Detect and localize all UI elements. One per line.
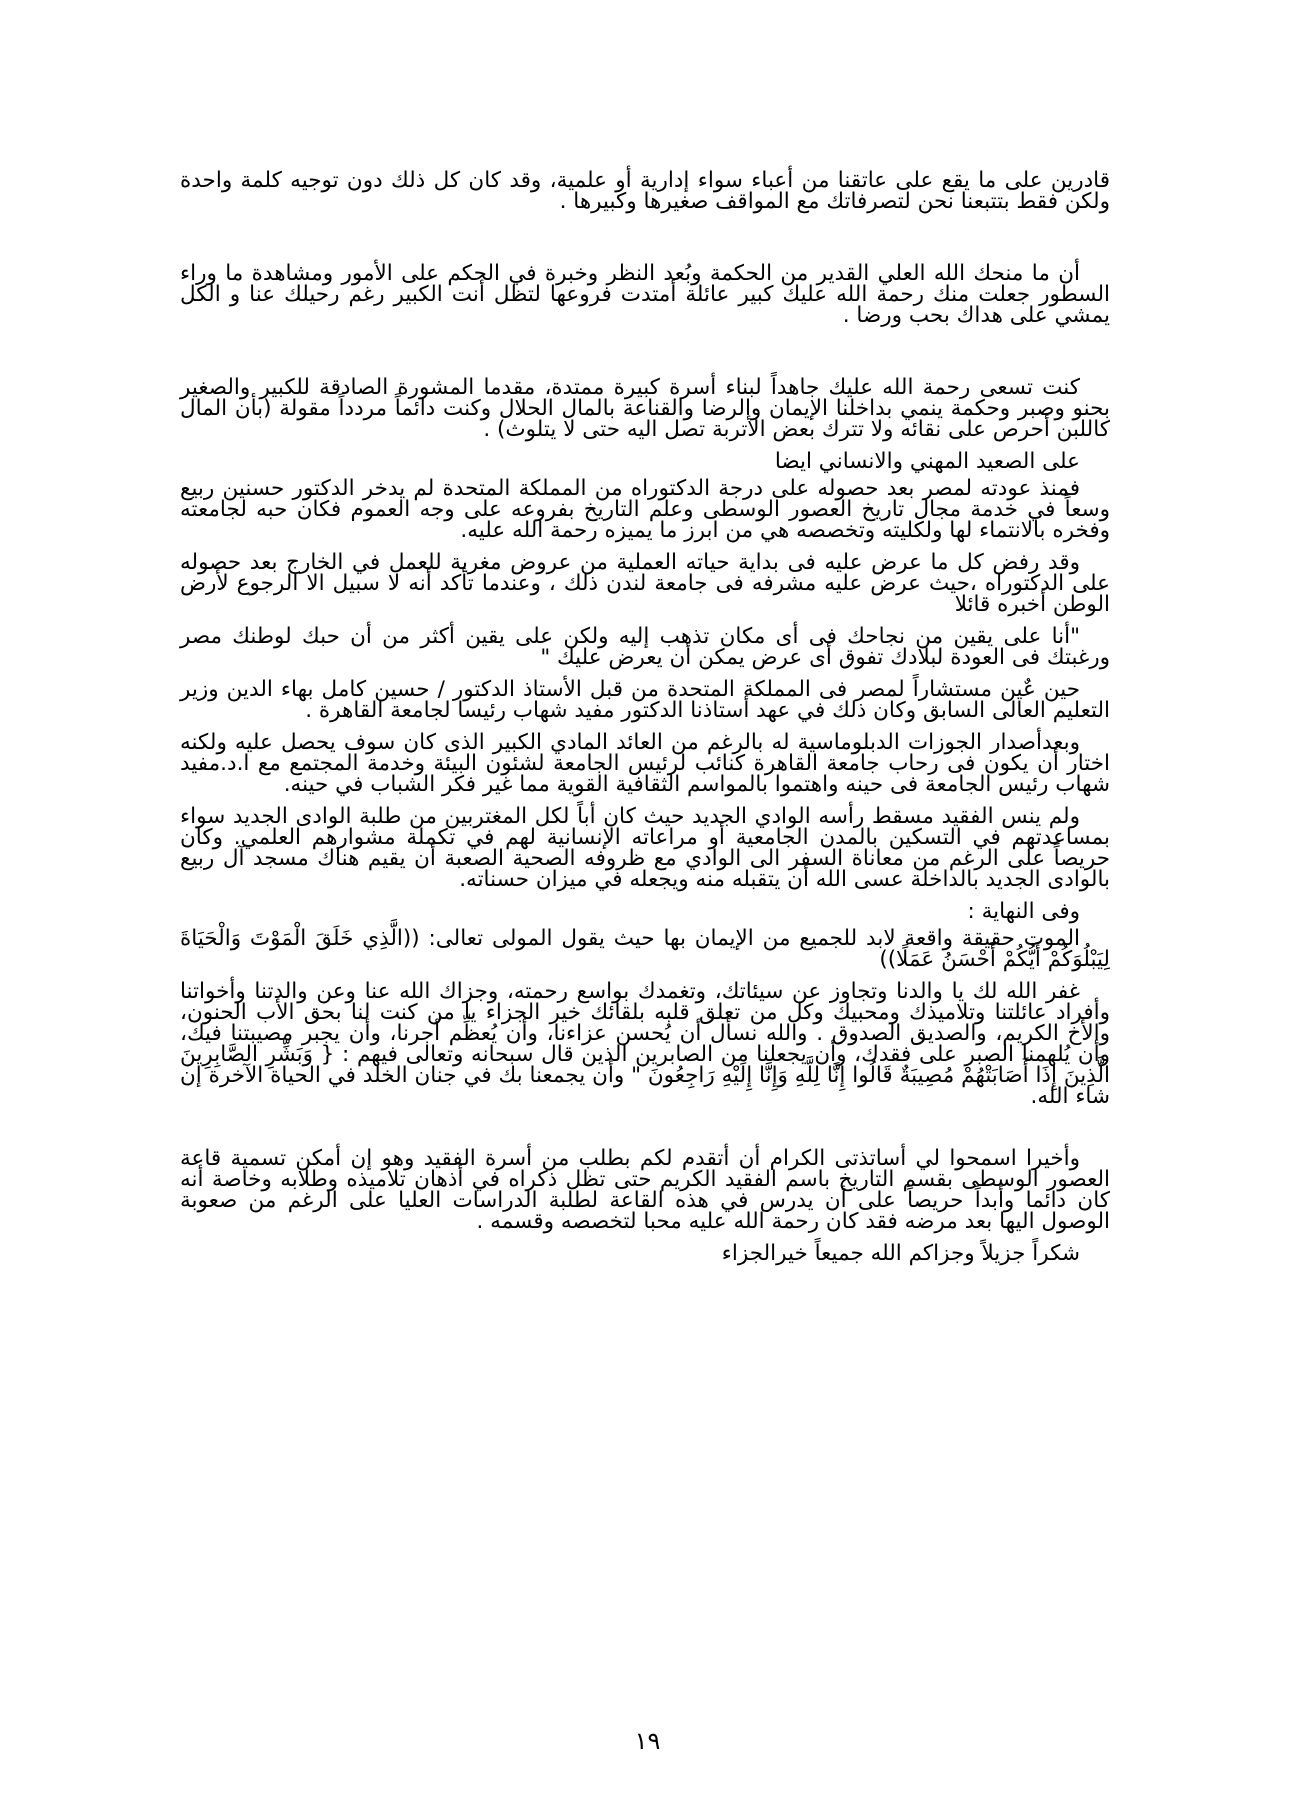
- paragraph-10: الموت حقيقة واقعة لابد للجميع من الإيمان بها حيث يقول المولى تعالى: ((الَّذِي خَلَقَ الْمَوْتَ وَالْحَيَاةَ لِيَبْلُوَكُمْ أَيُّكُمْ أَحْسَنُ عَمَلًا)): [180, 926, 1110, 972]
- paragraph-1: قادرين على ما يقع على عاتقنا من أعباء سواء إدارية أو علمية، وقد كان كل ذلك دون توجيه كلمة واحدة ولكن فقط بتتبعنا نحن لتصرفاتك مع المواقف صغيرها وكبيرها .: [180, 168, 1110, 214]
- paragraph-7: حين عٌين مستشاراً لمصر فى المملكة المتحدة من قبل الأستاذ الدكتور / حسين كامل بهاء الدين وزير التعليم العالى السابق وكان ذلك في عهد أستاذنا الدكتور مفيد شهاب رئيسا لجامعة القاهرة .: [180, 677, 1110, 723]
- thanks-line: شكراً جزيلاً وجزاكم الله جميعاً خيرالجزاء: [721, 1241, 1080, 1266]
- paragraph-4: فمنذ عودته لمصر بعد حصوله على درجة الدكتوراه من المملكة المتحدة لم يدخر الدكتور حسنين ربيع وسعاً في خدمة مجال تاريخ العصور الوسطى وعلم التاريخ بفروعه على وجه العموم فكان حبه لجامعته وفخره بالانتماء لها ولكليته وتخصصه هي من ابرز ما يميزه رحمة الله عليه.: [180, 476, 1110, 543]
- paragraph-9: ولم ينس الفقيد مسقط رأسه الوادي الجديد حيث كان أباً لكل المغتربين من طلبة الوادى الجديد سواء بمساعدتهم في التسكين بالمدن الجامعية أو مراعاته الإنسانية لهم في تكملة مشوارهم العلمي. وكان حريصاً على الرغم من معاناة السفر الى الوادي مع ظروفه الصحية الصعبة أن يقيم هناك مسجد آل ربيع بالوادى الجديد بالداخلة عسى الله أن يتقبله منه ويجعله في ميزان حسناته.: [180, 804, 1110, 892]
- spacer: [180, 1118, 1110, 1148]
- paragraph-2: أن ما منحك الله العلي القدير من الحكمة وبُعد النظر وخبرة في الحكم على الأمور ومشاهدة ما وراء السطور جعلت منك رحمة الله عليك كبير عائلة أمتدت فروعها لتظل أنت الكبير رغم رحيلك عنا و الكل يمشي على هداك بحب ورضا .: [180, 261, 1110, 328]
- body-text: [180, 170, 1110, 1275]
- paragraph-3: كنت تسعى رحمة الله عليك جاهداً لبناء أسرة كبيرة ممتدة، مقدما المشورة الصادقة للكبير والصغير بحنو وصبر وحكمة ينمي بداخلنا الإيمان والرضا والقناعة بالمال الحلال وكنت دائماً مردداً مقولة (بأن المال كاللبن أحرص على نقائه ولا تترك بعض الأتربة تصل اليه حتى لا يتلوث) .: [180, 375, 1110, 442]
- closing-heading: وفى النهاية :: [967, 899, 1080, 924]
- paragraph-8: وبعدأصدار الجوزات الدبلوماسية له بالرغم من العائد المادي الكبير الذى كان سوف يحصل عليه ولكنه اختار أن يكون فى رحاب جامعة القاهرة كنائب لرئيس الجامعة لشئون البيئة وخدمة المجتمع مع ا.د.مفيد شهاب رئيس الجامعة فى حينه واهتموا بالمواسم الثقافية القوية مما غير فكر الشباب في حينه.: [180, 730, 1110, 797]
- spacer: [180, 337, 1110, 377]
- paragraph-5: وقد رفض كل ما عرض عليه فى بداية حياته العملية من عروض مغرية للعمل في الخارج بعد حصوله على الدكتوراه ،حيث عرض عليه مشرفه فى جامعة لندن ذلك ، وعندما تأكد أنه لا سبيل الا الرجوع لأرض الوطن أخبره قائلا: [180, 550, 1110, 617]
- section-heading: على الصعيد المهني والانساني ايضا: [774, 449, 1080, 474]
- paragraph-11: غفر الله لك يا والدنا وتجاوز عن سيئاتك، وتغمدك بواسع رحمته، وجزاك الله عنا وعن والدتنا وأخواتنا وأفراد عائلتنا وتلاميذك ومحبيك وكل من تعلق قلبه بلقائك خير الجزاء يا من كنت لنا بحق الأب الحنون، والأخ الكريم، والصديق الصدوق . والله نسأل أن يُحسن عزاءنا، وأن يُعظِّم أجرنا، وأن يجبر مصيبتنا فيك، وأن يُلهمنا الصبر على فقدك، وأن يجعلنا من الصابرين الذين قال سبحانه وتعالى فيهم : { وَبَشِّرِ الصَّابِرِينَ الَّذِينَ إِذَا أَصَابَتْهُمْ مُصِيبَةٌ قَالُوا إِنَّا لِلَّهِ وَإِنَّا إِلَيْهِ رَاجِعُونَ " وأن يجمعنا بك في جنان الخلد في الحياة الآخرة إن شاء الله.: [180, 979, 1110, 1109]
- spacer: [180, 223, 1110, 263]
- paragraph-6: "أنا على يقين من نجاحك فى أى مكان تذهب إليه ولكن على يقين أكثر من أن حبك لوطنك مصر ورغبتك فى العودة لبلادك تفوق أى عرض يمكن أن يعرض عليك ": [180, 624, 1110, 670]
- page-number: ١٩: [634, 1727, 661, 1755]
- paragraph-12: وأخيرا اسمحوا لي أساتذتى الكرام أن أتقدم لكم بطلب من أسرة الفقيد وهو إن أمكن تسمية قاعة العصور الوسطى بقسم التاريخ باسم الفقيد الكريم حتى تظل ذكراه في أذهان تلاميذه وطلابه وخاصة أنه كان دائما وأبداً حريصاً على أن يدرس في هذه القاعة لطلبة الدراسات العليا على الرغم من صعوبة الوصول اليها بعد مرضه فقد كان رحمة الله عليه محبا لتخصصه وقسمه .: [180, 1146, 1110, 1234]
